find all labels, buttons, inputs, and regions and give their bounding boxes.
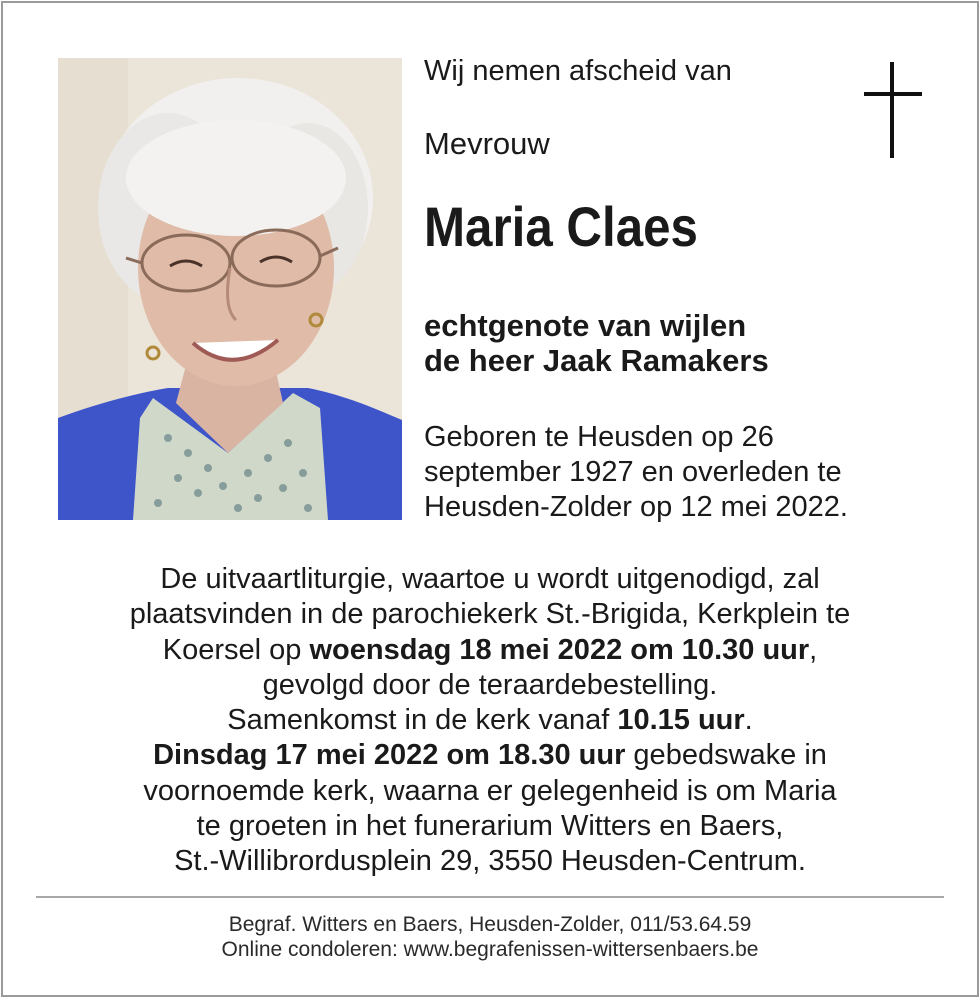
divider: [36, 896, 944, 898]
intro-text: Wij nemen afscheid van: [424, 55, 732, 87]
cross-horizontal-bar: [864, 92, 922, 96]
spouse-line: de heer Jaak Ramakers: [424, 343, 769, 378]
footer: [0, 912, 980, 962]
funeral-line: plaatsvinden in de parochiekerk St.-Brigida, Kerkplein te: [129, 598, 851, 631]
cross-vertical-bar: [890, 62, 894, 158]
funeral-line: gevolgd door de teraardebestelling.: [262, 668, 718, 701]
funeral-line: [0, 738, 980, 773]
portrait-illustration: [58, 58, 402, 520]
portrait-photo: [58, 58, 402, 520]
birth-death-block: [424, 420, 848, 525]
funeral-text: .: [744, 704, 753, 737]
birth-line: Geboren te Heusden op 26: [424, 421, 774, 453]
deceased-name: Maria Claes: [424, 195, 698, 258]
funeral-line: voornoemde kerk, waarna er gelegenheid is om Maria: [143, 774, 837, 807]
funeral-text: Samenkomst in de kerk vanaf: [227, 704, 618, 737]
funeral-home-contact: Begraf. Witters en Baers, Heusden-Zolder, 011/53.64.59: [228, 913, 752, 936]
spouse-line: echtgenote van wijlen: [424, 308, 747, 343]
funeral-line: St.-Willibrordusplein 29, 3550 Heusden-Centrum.: [174, 845, 806, 878]
cross-icon: [864, 62, 922, 158]
funeral-details: [0, 562, 980, 880]
funeral-line: [0, 703, 980, 738]
funeral-text: gebedswake in: [625, 739, 827, 772]
vigil-date: Dinsdag 17 mei 2022 om 18.30 uur: [153, 739, 626, 772]
spouse-block: [424, 308, 769, 378]
funeral-date: woensdag 18 mei 2022 om 10.30 uur: [309, 633, 810, 666]
funeral-line: te groeten in het funerarium Witters en Baers,: [196, 810, 784, 843]
funeral-text: Koersel op: [162, 633, 310, 666]
funeral-line: [0, 633, 980, 668]
honorific: Mevrouw: [424, 126, 550, 161]
birth-line: Heusden-Zolder op 12 mei 2022.: [424, 491, 848, 523]
gathering-time: 10.15 uur: [617, 704, 745, 737]
birth-line: september 1927 en overleden te: [424, 456, 842, 488]
online-condolence-link[interactable]: Online condoleren: www.begrafenissen-wittersenbaers.be: [221, 938, 759, 961]
funeral-text: ,: [809, 633, 818, 666]
funeral-line: De uitvaartliturgie, waartoe u wordt uitgenodigd, zal: [160, 563, 820, 595]
